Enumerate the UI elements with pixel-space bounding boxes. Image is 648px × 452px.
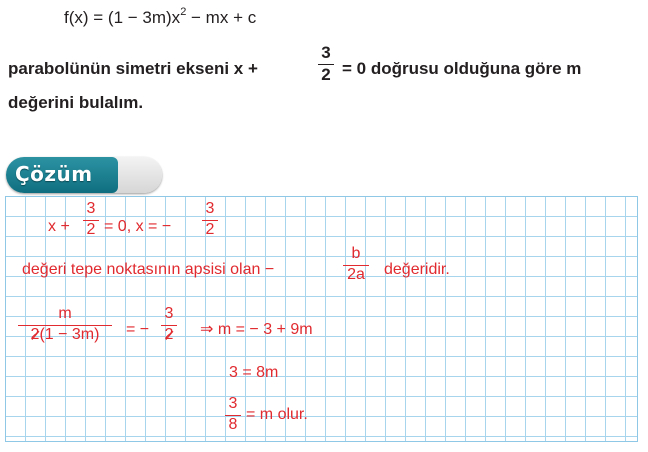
fraction-numerator: 3 [228,395,238,412]
fraction-numerator: 3 [164,305,174,322]
formula-lhs: f(x) = (1 − 3m)x [64,8,181,27]
fraction-numerator: m [58,305,72,322]
step4-equation: 3 = 8m [229,364,279,381]
step3-result: ⇒ m = − 3 + 9m [200,321,313,338]
step1-middle: = 0, x = − [104,218,172,235]
fraction-denominator: 2a [347,265,365,283]
step1-fraction-a [83,201,99,239]
fraction-denominator: 2 [86,220,96,238]
fraction-denominator [165,327,174,344]
problem-axis-fraction [318,44,334,84]
step3-middle: = − [126,321,150,338]
step2-text-after: değeridir. [384,261,450,278]
problem-line2: değerini bulalım. [8,93,144,112]
step3-right-fraction [161,306,177,344]
step5-fraction [225,396,241,434]
function-formula [64,6,256,28]
step5-conclusion: = m olur. [246,406,308,423]
fraction-numerator: b [351,245,361,262]
cancelled-factor: 2 [30,325,40,343]
fraction-denominator: 8 [228,415,238,433]
step3-left-fraction [18,306,112,344]
fraction-denominator: 2 [205,220,215,238]
problem-line1-before: parabolünün simetri ekseni x + [8,59,258,78]
step2-text-before: değeri tepe noktasının apsisi olan − [22,261,275,278]
fraction-denominator [31,327,100,344]
cancelled-factor: 2 [164,325,174,343]
step2-fraction [343,246,369,284]
fraction-numerator: 3 [86,200,96,217]
step1-fraction-b [202,201,218,239]
fraction-numerator: 3 [321,43,331,62]
fraction-denominator: 2 [321,64,331,84]
solution-badge-label: Çözüm [15,162,93,186]
problem-line1-after: = 0 doğrusu olduğuna göre m [342,59,582,78]
step1-prefix: x + [48,218,70,235]
formula-exponent: 2 [180,6,187,18]
formula-rhs: − mx + c [186,8,257,27]
fraction-numerator: 3 [205,200,215,217]
denominator-rest: (1 − 3m) [39,325,100,343]
